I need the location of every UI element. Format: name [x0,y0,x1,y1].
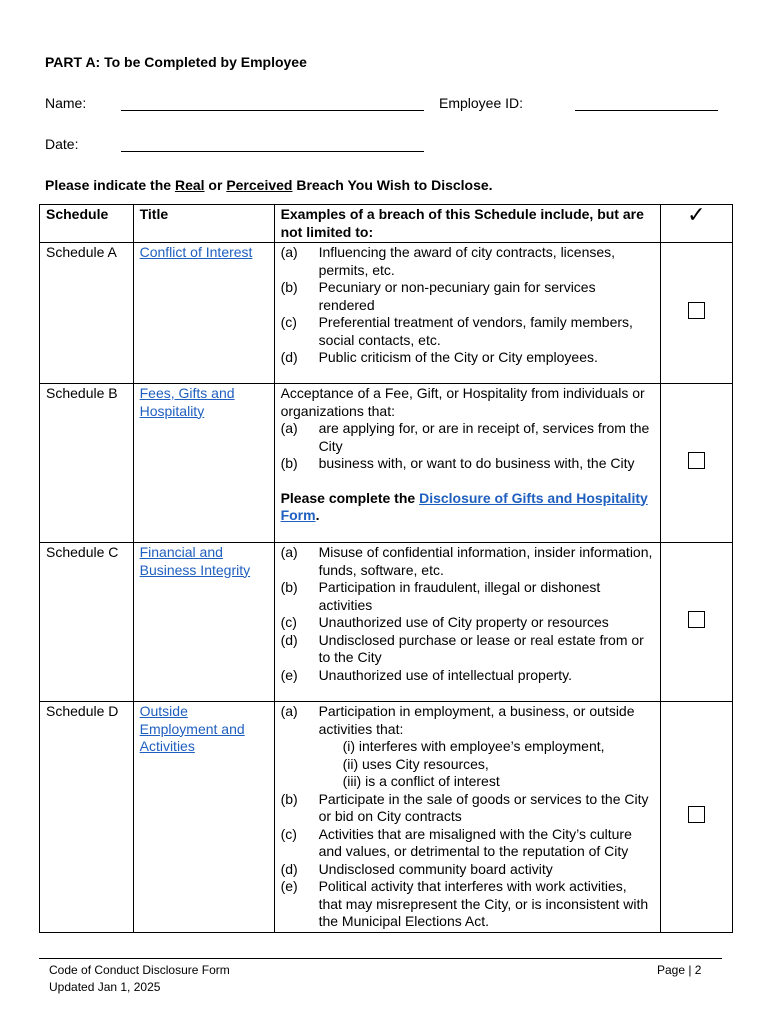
note-pre: Please complete the [280,489,420,506]
footer-updated: Updated Jan 1, 2025 [49,980,161,994]
instruction-text [45,177,493,193]
schedule-d-check-cell [660,702,732,933]
item-mark: (d) [280,349,298,365]
item-text: Pecuniary or non-pecuniary gain for services rendered [318,279,596,313]
list-item [281,314,654,349]
header-schedule: Schedule [40,205,134,243]
item-mark: (a) [280,544,298,560]
schedule-table [39,204,733,933]
header-check: ✓ [660,205,732,243]
schedule-a-check-cell [660,243,732,384]
list-item [281,703,654,738]
instruction-post: Breach You Wish to Disclose. [292,177,493,193]
sub-item: (ii) uses City resources, [342,755,489,772]
instruction-perceived: Perceived [226,177,293,193]
schedule-d-examples [274,702,660,933]
conflict-of-interest-link[interactable]: Conflict of Interest [139,244,253,260]
table-row-schedule-a [40,243,733,384]
schedule-b-note [281,490,654,525]
table-header-row [40,205,733,243]
item-mark: (a) [280,244,298,260]
schedule-c-check-cell [660,543,732,702]
financial-business-integrity-link[interactable]: Financial and Business Integrity [139,544,251,578]
instruction-or: or [204,177,227,193]
table-row-schedule-d [40,702,733,933]
list-item [281,279,654,314]
item-text: Participate in the sale of goods or services to the City or bid on City contracts [318,790,649,824]
header-examples: Examples of a breach of this Schedule include, but are not limited to: [274,205,660,243]
list-item [281,632,654,667]
schedule-c-label: Schedule C [40,543,134,702]
list-item [281,614,654,632]
list-item [281,455,654,473]
item-mark: (c) [280,614,297,630]
item-text: Influencing the award of city contracts, licenses, permits, etc. [318,244,616,278]
item-text: Preferential treatment of vendors, family members, social contacts, etc. [318,314,633,348]
list-item [281,544,654,579]
list-item [281,791,654,826]
item-text: Participation in employment, a business, or outside activities that: [318,703,635,737]
item-text: Undisclosed purchase or lease or real estate from or to the City [318,631,644,665]
schedule-b-label: Schedule B [40,384,134,543]
item-mark: (b) [280,790,298,807]
schedule-c-title-cell [133,543,274,702]
item-mark: (e) [280,878,298,894]
item-text: Activities that are misaligned with the City’s culture and values, or detrimental to the reputation of City [318,825,632,859]
schedule-b-examples [274,384,660,543]
schedule-b-title-cell [133,384,274,543]
item-mark: (b) [280,455,298,471]
list-item [281,878,654,931]
item-text: Undisclosed community board activity [318,860,553,877]
schedule-b-intro: Acceptance of a Fee, Gift, or Hospitality from individuals or organizations that: [280,385,645,419]
item-text: Misuse of confidential information, insider information, funds, software, etc. [318,544,653,578]
item-mark: (c) [280,314,297,330]
item-text: Participation in fraudulent, illegal or dishonest activities [318,579,601,613]
schedule-b-checkbox[interactable] [688,452,705,469]
sub-item: (i) interferes with employee’s employment, [342,738,605,754]
footer-form-name: Code of Conduct Disclosure Form [49,963,230,977]
item-mark: (c) [280,825,297,842]
footer-page-number: Page | 2 [657,963,702,977]
schedule-a-title-cell [133,243,274,384]
employee-id-field[interactable] [575,110,718,111]
item-text: Unauthorized use of intellectual property. [318,666,573,683]
item-text: Political activity that interferes with work activities, that may misrepresent the City, or is inconsistent with the Municipal Elections Act. [318,878,649,929]
schedule-d-title-cell [133,702,274,933]
schedule-a-label: Schedule A [40,243,134,384]
date-field[interactable] [121,151,424,152]
schedule-b-check-cell [660,384,732,543]
item-mark: (d) [280,631,298,648]
footer-divider [39,958,722,959]
schedule-d-checkbox[interactable] [688,806,705,823]
date-label: Date: [45,136,79,152]
list-item [281,826,654,861]
schedule-c-examples [274,543,660,702]
list-item [281,579,654,614]
schedule-a-examples [274,243,660,384]
fees-gifts-hospitality-link[interactable]: Fees, Gifts and Hospitality [139,385,235,419]
item-text: business with, or want to do business with, the City [318,455,635,471]
item-mark: (e) [280,666,298,683]
item-mark: (a) [280,703,298,719]
name-label: Name: [45,95,87,111]
item-mark: (b) [280,579,298,595]
table-row-schedule-c [40,543,733,702]
schedule-d-label: Schedule D [40,702,134,933]
schedule-c-checkbox[interactable] [688,611,705,628]
list-item [281,244,654,279]
disclosure-gifts-form-link[interactable]: Disclosure of Gifts and Hospitality Form [280,489,648,523]
item-mark: (b) [280,279,298,295]
item-text: Unauthorized use of City property or resources [318,614,609,630]
sub-item: (iii) is a conflict of interest [342,773,500,789]
schedule-a-checkbox[interactable] [688,302,705,319]
name-field[interactable] [121,110,424,111]
list-item [281,667,654,685]
instruction-real: Real [174,177,205,193]
part-title: PART A: To be Completed by Employee [45,54,307,70]
outside-employment-link[interactable]: Outside Employment and Activities [139,703,245,754]
table-row-schedule-b [40,384,733,543]
item-mark: (a) [280,420,298,436]
header-title: Title [133,205,274,243]
list-item [281,861,654,879]
list-item [281,420,654,455]
instruction-pre: Please indicate the [45,177,175,193]
note-post: . [315,507,320,523]
item-text: are applying for, or are in receipt of, services from the City [318,420,650,454]
item-mark: (d) [280,860,298,877]
item-text: Public criticism of the City or City employees. [318,349,598,365]
employee-id-label: Employee ID: [439,95,524,111]
list-item [281,349,654,367]
